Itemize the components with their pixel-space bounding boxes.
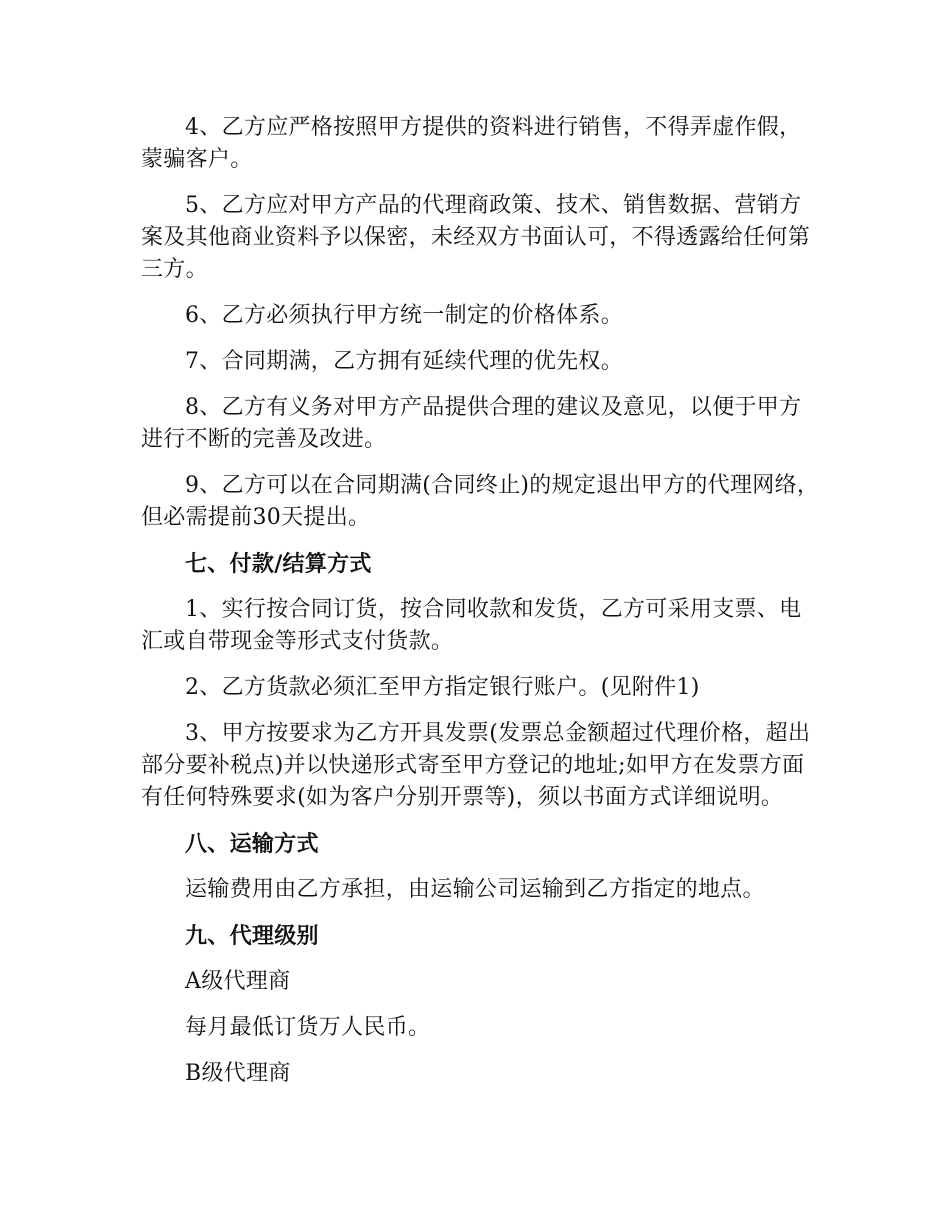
clause-7: 7、合同期满，乙方拥有延续代理的优先权。 [185,349,623,374]
level-a-title: A级代理商 [185,969,291,994]
level-b-title: B级代理商 [185,1061,291,1086]
clause-5: 5、乙方应对甲方产品的代理商政策、技术、销售数据、营销方案及其他商业资料予以保密，未经双方书面认可，不得透露给任何第三方。 [141,193,811,282]
section-9-heading: 九、代理级别 [185,923,319,949]
clause-4: 4、乙方应严格按照甲方提供的资料进行销售，不得弄虚作假，蒙骗客户。 [141,115,802,172]
document-page [141,112,821,1090]
clause-9: 9、乙方可以在合同期满(合同终止)的规定退出甲方的代理网络，但必需提前30天提出。 [141,473,820,530]
section-7-clause-2: 2、乙方货款必须汇至甲方指定银行账户。(见附件1) [185,675,700,700]
clause-8: 8、乙方有义务对甲方产品提供合理的建议及意见，以便于甲方进行不断的完善及改进。 [141,395,802,452]
section-7-heading: 七、付款/结算方式 [185,551,372,577]
section-8-text: 运输费用由乙方承担，由运输公司运输到乙方指定的地点。 [185,877,765,902]
clause-6: 6、乙方必须执行甲方统一制定的价格体系。 [185,303,623,328]
section-8-heading: 八、运输方式 [185,831,319,857]
section-7-clause-1: 1、实行按合同订货，按合同收款和发货，乙方可采用支票、电汇或自带现金等形式支付货款。 [141,597,802,654]
section-7-clause-3: 3、甲方按要求为乙方开具发票(发票总金额超过代理价格，超出部分要补税点)并以快递形式寄至甲方登记的地址;如甲方在发票方面有任何特殊要求(如为客户分别开票等)，须以书面方式详细说明。 [141,721,811,810]
level-a-description: 每月最低订货万人民币。 [185,1015,431,1040]
